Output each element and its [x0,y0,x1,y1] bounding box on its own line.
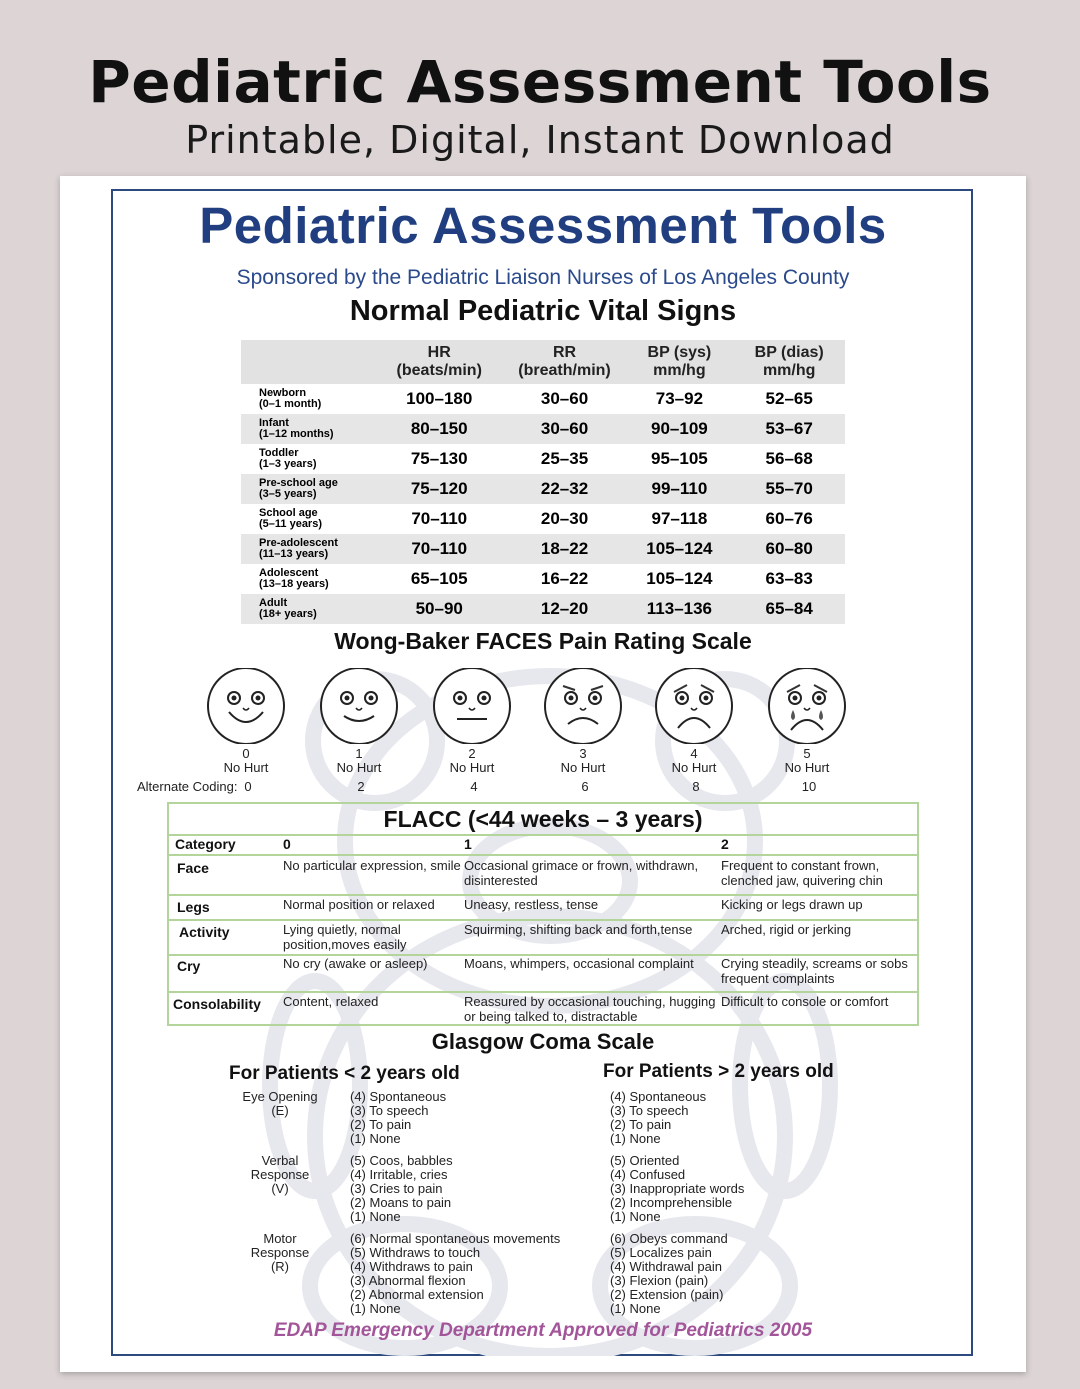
age-group-name: Infant [259,417,289,429]
gcs-response: (5) Withdraws to touch [350,1245,481,1260]
vitals-age-cell [241,444,375,474]
age-group-name: Newborn [259,387,307,399]
flacc-score-0: Content, relaxed [283,994,379,1009]
vitals-row [241,534,845,564]
vitals-header-bp-dias: BP (dias) mm/hg [733,340,845,384]
flacc-divider [169,834,917,836]
gcs-response: (3) To speech [350,1103,429,1118]
banner-subtitle: Printable, Digital, Instant Download [185,118,895,162]
vitals-rr-cell: 25–35 [540,449,589,468]
crying-face-icon [765,668,849,749]
age-group-range: (1–3 years) [259,458,317,470]
vitals-age-cell [241,414,375,444]
vitals-rr-cell: 16–22 [540,569,589,588]
face-score: 1 [355,746,363,761]
flacc-score-2: Frequent to constant frown, clenched jaw, quivering chin [721,858,883,888]
gcs-label-line: Eye Opening [242,1089,318,1104]
vitals-age-cell [241,534,375,564]
vitals-header-row [241,340,845,384]
gcs-label-line: Verbal [261,1153,299,1168]
gcs-response: (3) To speech [610,1103,689,1118]
gcs-over2-responses [610,1154,744,1224]
flacc-category: Cry [177,958,201,974]
gcs-response: (1) None [350,1301,401,1316]
age-group-range: (11–13 years) [259,548,329,560]
vitals-dias-cell: 63–83 [765,569,813,588]
vitals-hr-cell: 50–90 [375,594,504,624]
age-group-range: (13–18 years) [259,578,329,590]
gcs-response: (1) None [610,1301,661,1316]
flacc-header-1: 0 [283,836,291,852]
gcs-label-line: Motor [263,1231,297,1246]
face-label: No Hurt [449,760,495,775]
gcs-label-line: (E) [271,1103,289,1118]
flacc-score-0: Normal position or relaxed [283,897,435,912]
slight-smile-face-icon [317,668,401,749]
gcs-under2-responses [350,1232,560,1316]
age-group-name: Pre-school age [259,477,338,489]
face-label: No Hurt [784,760,830,775]
vitals-sys-cell: 97–118 [651,509,708,528]
gcs-response: (1) None [350,1209,401,1224]
gcs-response: (1) None [610,1131,661,1146]
vitals-age-cell [241,594,375,624]
gcs-response: (1) None [350,1131,401,1146]
face-score: 4 [690,746,698,761]
flacc-title: FLACC (<44 weeks – 3 years) [383,806,703,832]
flacc-divider [169,854,917,856]
gcs-response: (5) Coos, babbles [350,1153,453,1168]
gcs-label-line: (R) [270,1259,290,1274]
flacc-category: Consolability [173,996,261,1012]
gcs-under2-title: For Patients < 2 years old [229,1063,460,1084]
vitals-hr-cell: 70–110 [375,534,504,564]
frowning-face-icon [541,668,625,749]
flacc-score-2: Kicking or legs drawn up [721,897,863,912]
vitals-row [241,384,845,414]
vitals-sys-cell: 73–92 [655,389,704,408]
vitals-rr-cell: 30–60 [504,414,626,444]
gcs-response: (6) Normal spontaneous movements [350,1231,561,1246]
flacc-score-2: Arched, rigid or jerking [721,922,852,937]
flacc-header-2: 1 [464,836,472,852]
flacc-category: Legs [177,899,210,915]
vitals-row [241,474,845,504]
age-group-range: (3–5 years) [259,488,317,500]
gcs-response: (4) Confused [610,1167,686,1182]
vitals-sys-cell: 99–110 [625,474,733,504]
vitals-header-hr: HR (beats/min) [375,340,504,384]
gcs-category-label [235,1232,325,1274]
age-group-range: (5–11 years) [259,518,322,530]
gcs-response: (3) Inappropriate words [610,1181,745,1196]
gcs-category-label [235,1090,325,1118]
vitals-row [241,504,845,534]
vitals-dias-cell: 55–70 [733,474,845,504]
gcs-response: (2) To pain [350,1117,412,1132]
gcs-label-line: (V) [271,1181,289,1196]
vitals-rr-cell: 18–22 [504,534,626,564]
vitals-dias-cell: 52–65 [765,389,813,408]
gcs-response: (3) Cries to pain [350,1181,443,1196]
age-group-range: (18+ years) [259,608,317,620]
gcs-under2-responses [350,1090,446,1146]
gcs-response: (4) Spontaneous [350,1089,447,1104]
sponsor-line: Sponsored by the Pediatric Liaison Nurses of Los Angeles County [236,266,850,289]
vitals-age-cell [241,504,375,534]
vitals-dias-cell: 65–84 [733,594,845,624]
vitals-age-cell [241,474,375,504]
vitals-header-bp-sys: BP (sys) mm/hg [625,340,733,384]
gcs-response: (2) Abnormal extension [350,1287,484,1302]
face-label: No Hurt [671,760,717,775]
face-label: No Hurt [336,760,382,775]
neutral-face-icon [430,668,514,749]
flacc-score-1: Occasional grimace or frown, withdrawn, disinterested [464,858,699,888]
age-group-range: (0–1 month) [259,398,322,410]
flacc-divider [169,919,917,921]
banner-title: Pediatric Assessment Tools [88,48,992,116]
vitals-hr-cell: 65–105 [410,569,468,588]
flacc-header-0: Category [175,836,236,852]
vitals-rr-cell: 22–32 [504,474,626,504]
gcs-response: (2) To pain [610,1117,672,1132]
flacc-table [167,802,919,1026]
poster-sheet [60,176,1026,1372]
face-score: 0 [242,746,250,761]
age-group-name: School age [259,507,318,519]
vitals-age-cell [241,564,375,594]
flacc-category: Face [177,860,209,876]
vitals-dias-cell: 56–68 [765,449,813,468]
face-alternate-code: 10 [801,779,817,794]
vitals-dias-cell: 53–67 [733,414,845,444]
vitals-dias-cell: 60–80 [733,534,845,564]
gcs-category-label [235,1154,325,1196]
age-group-name: Toddler [259,447,299,459]
vitals-dias-cell: 60–76 [765,509,813,528]
flacc-header-3: 2 [721,836,729,852]
face-score: 5 [803,746,811,761]
alternate-coding-label: Alternate Coding: [137,779,238,794]
gcs-response: (4) Spontaneous [610,1089,707,1104]
vitals-row [241,444,845,474]
gcs-response: (5) Localizes pain [610,1245,712,1260]
faces-title: Wong-Baker FACES Pain Rating Scale [334,628,752,654]
vitals-sys-cell: 113–136 [625,594,733,624]
vitals-sys-cell: 105–124 [625,534,733,564]
gcs-response: (4) Withdrawal pain [610,1259,722,1274]
gcs-response: (6) Obeys command [610,1231,728,1246]
gcs-response: (3) Flexion (pain) [610,1273,709,1288]
vitals-hr-cell: 75–130 [410,449,468,468]
gcs-response: (2) Incomprehensible [610,1195,733,1210]
vitals-row [241,594,845,624]
vitals-header-blank [241,340,375,384]
age-group-name: Adolescent [259,567,319,579]
flacc-category: Activity [179,924,230,940]
flacc-score-1: Squirming, shifting back and forth,tense [464,922,693,937]
age-group-range: (1–12 months) [259,428,334,440]
gcs-title: Glasgow Coma Scale [431,1029,655,1054]
face-score: 2 [468,746,476,761]
gcs-response: (4) Withdraws to pain [350,1259,473,1274]
document-title: Pediatric Assessment Tools [199,197,887,254]
gcs-response: (3) Abnormal flexion [350,1273,466,1288]
flacc-score-0: No particular expression, smile [283,858,461,873]
age-group-name: Pre-adolescent [259,537,338,549]
gcs-label-line: Response [250,1245,310,1260]
face-label: No Hurt [560,760,606,775]
flacc-score-1: Reassured by occasional touching, hugging or being talked to, distractable [464,994,716,1024]
vitals-hr-cell: 70–110 [411,509,468,528]
flacc-score-2: Crying steadily, screams or sobs frequent complaints [721,956,908,986]
vitals-sys-cell: 90–109 [625,414,733,444]
vitals-table [241,340,845,624]
face-alternate-code: 4 [470,779,478,794]
face-score: 3 [579,746,587,761]
flacc-score-0: No cry (awake or asleep) [283,956,428,971]
face-label: No Hurt [223,760,269,775]
gcs-label-line: Response [250,1167,310,1182]
vitals-rr-cell: 20–30 [540,509,589,528]
vitals-title: Normal Pediatric Vital Signs [349,295,737,327]
vitals-rr-cell: 12–20 [504,594,626,624]
flacc-score-2: Difficult to console or comfort [721,994,889,1009]
face-alternate-code: 8 [692,779,700,794]
flacc-divider [169,991,917,993]
gcs-over2-title: For Patients > 2 years old [603,1061,834,1082]
gcs-over2-responses [610,1232,728,1316]
face-alternate-code: 2 [357,779,365,794]
vitals-rr-cell: 30–60 [540,389,589,408]
flacc-divider [169,894,917,896]
gcs-over2-responses [610,1090,706,1146]
gcs-response: (4) Irritable, cries [350,1167,448,1182]
flacc-score-1: Uneasy, restless, tense [464,897,599,912]
vitals-sys-cell: 105–124 [646,569,713,588]
vitals-hr-cell: 80–150 [375,414,504,444]
gcs-response: (2) Moans to pain [350,1195,452,1210]
vitals-sys-cell: 95–105 [651,449,708,468]
age-group-name: Adult [259,597,288,609]
vitals-row [241,414,845,444]
sad-face-icon [652,668,736,749]
smiling-face-icon [204,668,288,749]
face-alternate-code: 0 [244,779,252,794]
face-alternate-code: 6 [581,779,589,794]
edap-footer: EDAP Emergency Department Approved for Pediatrics 2005 [273,1320,813,1341]
vitals-age-cell [241,384,375,414]
vitals-row [241,564,845,594]
gcs-under2-responses [350,1154,453,1224]
gcs-response: (2) Extension (pain) [610,1287,724,1302]
vitals-header-rr: RR (breath/min) [504,340,626,384]
gcs-response: (5) Oriented [610,1153,680,1168]
flacc-score-0: Lying quietly, normal position,moves easily [283,922,407,952]
gcs-response: (1) None [610,1209,661,1224]
flacc-score-1: Moans, whimpers, occasional complaint [464,956,694,971]
vitals-hr-cell: 100–180 [406,389,473,408]
vitals-hr-cell: 75–120 [375,474,504,504]
